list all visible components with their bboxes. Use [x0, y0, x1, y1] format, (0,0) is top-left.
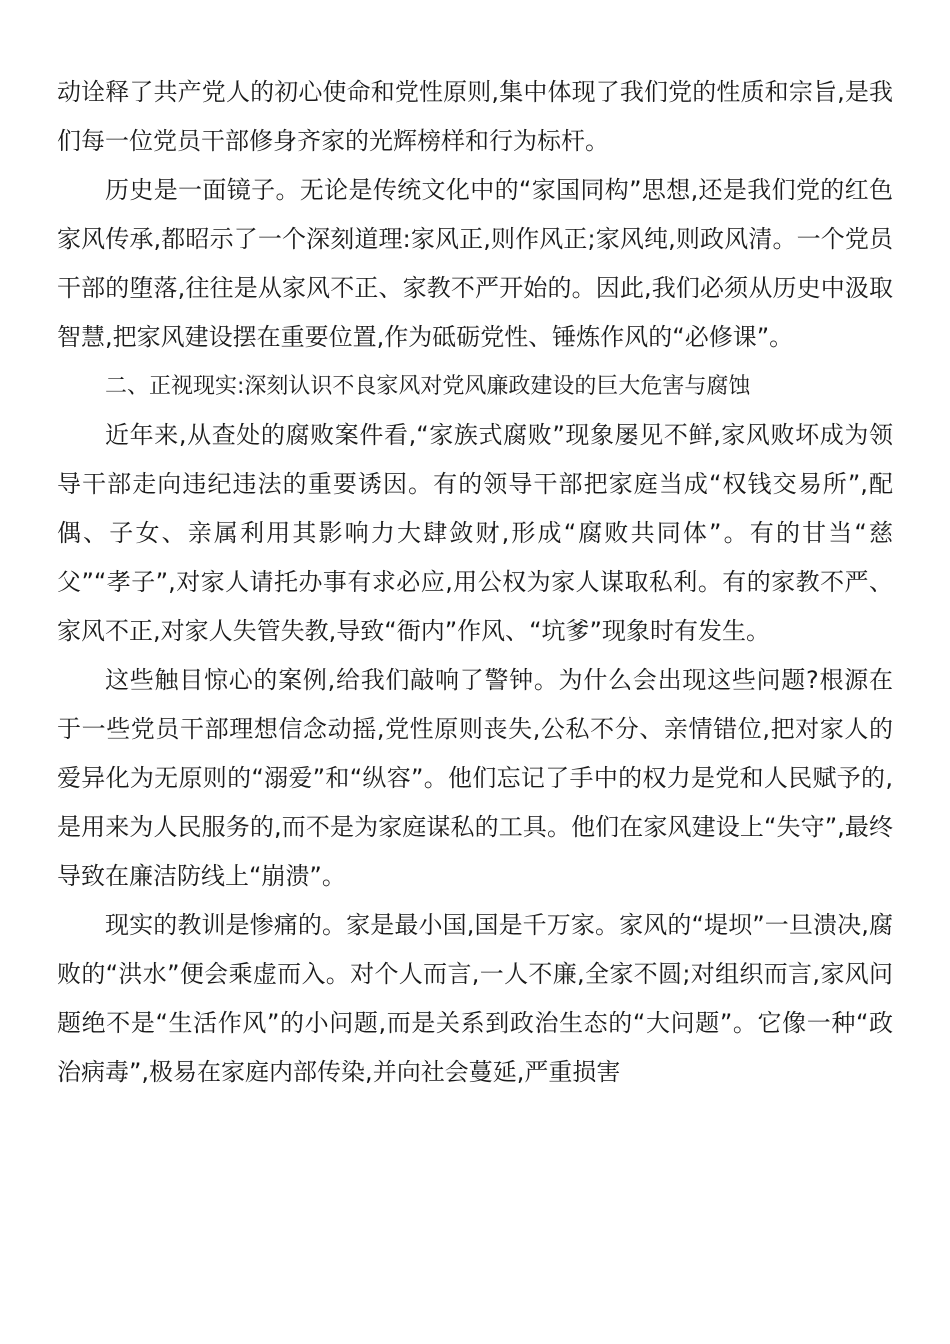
paragraph: 动诠释了共产党人的初心使命和党性原则,集中体现了我们党的性质和宗旨,是我们每一位党员干部修身齐家的光辉榜样和行为标杆。 [57, 78, 893, 155]
paragraph: 现实的教训是惨痛的。家是最小国,国是千万家。家风的“堤坝”一旦溃决,腐败的“洪水”便会乘虚而入。对个人而言,一人不廉,全家不圆;对组织而言,家风问题绝不是“生活作风”的小问题,而是关系到政治生态的“大问题”。它像一种“政治病毒”,极易在家庭内部传染,并向社会蔓延,严重损害 [57, 911, 893, 1086]
section-heading: 二、正视现实:深刻认识不良家风对党风廉政建设的巨大危害与腐蚀 [105, 374, 751, 399]
paragraph: 这些触目惊心的案例,给我们敲响了警钟。为什么会出现这些问题?根源在于一些党员干部理想信念动摇,党性原则丧失,公私不分、亲情错位,把对家人的爱异化为无原则的“溺爱”和“纵容”。他们忘记了手中的权力是党和人民赋予的,是用来为人民服务的,而不是为家庭谋私的工具。他们在家风建设上“失守”,最终导致在廉洁防线上“崩溃”。 [57, 666, 893, 890]
document-page [57, 68, 893, 1097]
paragraph: 近年来,从查处的腐败案件看,“家族式腐败”现象屡见不鲜,家风败坏成为领导干部走向违纪违法的重要诱因。有的领导干部把家庭当成“权钱交易所”,配偶、子女、亲属利用其影响力大肆敛财,形成“腐败共同体”。有的甘当“慈父”“孝子”,对家人请托办事有求必应,用公权为家人谋取私利。有的家教不严、家风不正,对家人失管失教,导致“衙内”作风、“坑爹”现象时有发生。 [57, 421, 893, 645]
paragraph: 历史是一面镜子。无论是传统文化中的“家国同构”思想,还是我们党的红色家风传承,都昭示了一个深刻道理:家风正,则作风正;家风纯,则政风清。一个党员干部的堕落,往往是从家风不正、家教不严开始的。因此,我们必须从历史中汲取智慧,把家风建设摆在重要位置,作为砥砺党性、锤炼作风的“必修课”。 [57, 176, 893, 351]
